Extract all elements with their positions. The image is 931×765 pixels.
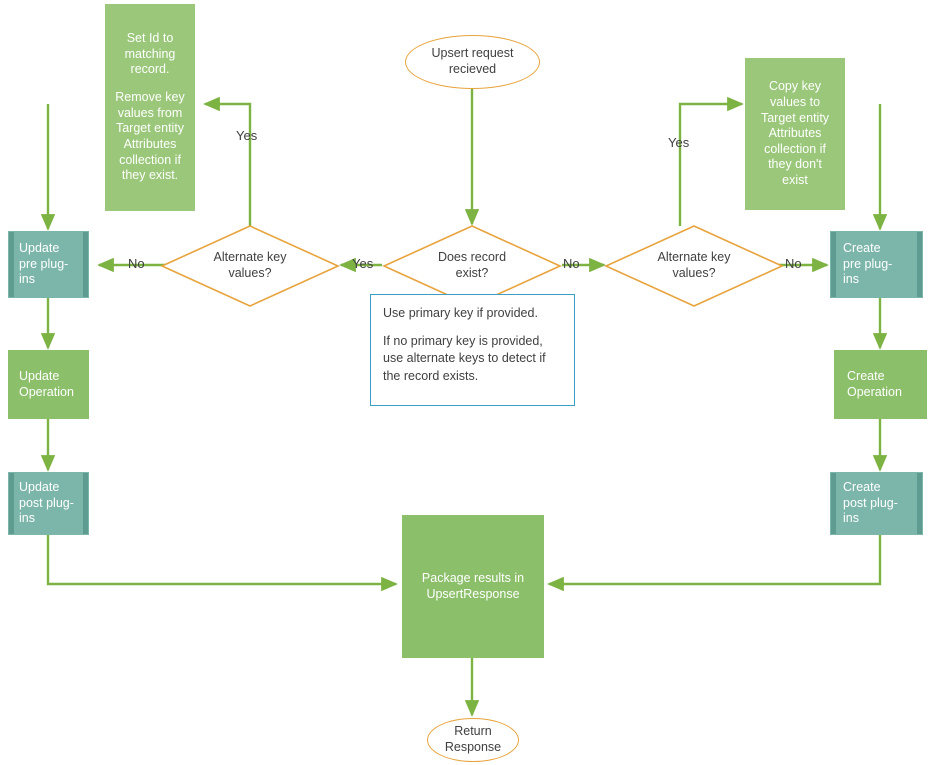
start-line-1: Upsert request <box>431 46 514 61</box>
proc-line-1: Update <box>19 368 60 383</box>
note-copy-key-values <box>745 58 845 210</box>
node-package-results <box>402 515 544 658</box>
edge-label-yes-left: Yes <box>236 128 258 143</box>
plugin-line-1: Create <box>843 480 881 495</box>
note-line-9: they exist. <box>121 168 179 183</box>
note-line-2: matching <box>124 46 176 61</box>
node-update-post-plugins <box>8 472 89 535</box>
copy-note-line-3: Target entity <box>760 110 830 125</box>
edge-label-no-center-right: No <box>563 256 580 271</box>
plugin-line-1: Create <box>843 241 881 256</box>
package-line-2: UpsertResponse <box>426 586 520 601</box>
copy-note-line-7: exist <box>782 173 808 188</box>
node-create-operation <box>834 350 927 419</box>
copy-note-line-4: Attributes <box>768 126 822 141</box>
decision-alternate-key-values-right <box>604 224 784 308</box>
note-line-8: collection if <box>119 152 181 167</box>
plugin-right-bar <box>917 473 922 534</box>
note-line-6: Target entity <box>115 121 185 136</box>
note-line-1: Set Id to <box>126 31 174 46</box>
decision-label <box>417 250 527 281</box>
plugin-left-bar <box>9 232 14 297</box>
plugin-left-bar <box>831 473 836 534</box>
copy-note-line-5: collection if <box>764 141 826 156</box>
edge-label-no-left: No <box>128 256 145 271</box>
callout-line-1: Use primary key if provided. <box>383 306 538 320</box>
plugin-right-bar <box>83 473 88 534</box>
plugin-line-3: ins <box>19 511 35 526</box>
decision-line-1: Does record <box>437 250 507 265</box>
note-line-4: Remove key <box>115 90 185 105</box>
plugin-right-bar <box>917 232 922 297</box>
node-create-post-plugins <box>830 472 923 535</box>
plugin-left-bar <box>831 232 836 297</box>
terminator-upsert-request-received <box>405 35 540 89</box>
decision-line-2: values? <box>228 266 272 280</box>
node-update-operation <box>8 350 89 419</box>
plugin-line-1: Update <box>19 480 60 495</box>
note-line-3: record. <box>130 62 170 77</box>
decision-line-2: values? <box>672 266 716 280</box>
note-set-id-to-matching-record <box>105 4 195 211</box>
callout-primary-key-info <box>370 294 575 406</box>
plugin-line-3: ins <box>843 511 859 526</box>
copy-note-line-1: Copy key <box>768 79 822 94</box>
proc-line-2: Operation <box>19 384 74 399</box>
copy-note-line-2: values to <box>769 94 821 109</box>
terminator-return-response <box>427 718 519 762</box>
note-line-5: values from <box>117 105 183 120</box>
decision-alternate-key-values-left <box>160 224 340 308</box>
plugin-line-2: post plug- <box>19 495 74 510</box>
plugin-line-1: Update <box>19 241 60 256</box>
edge-label-yes-right: Yes <box>668 135 690 150</box>
plugin-right-bar <box>83 232 88 297</box>
plugin-line-3: ins <box>843 272 859 287</box>
plugin-line-2: pre plug- <box>843 256 893 271</box>
plugin-line-2: post plug- <box>843 495 898 510</box>
callout-line-2: If no primary key is provided, use alternate keys to detect if the record exists. <box>383 333 546 383</box>
proc-line-2: Operation <box>847 384 902 399</box>
end-line-2: Response <box>444 740 502 754</box>
plugin-line-2: pre plug- <box>19 256 69 271</box>
proc-line-1: Create <box>847 368 885 383</box>
decision-label <box>195 250 305 281</box>
edge-label-no-right: No <box>785 256 802 271</box>
start-line-2: recieved <box>448 62 497 76</box>
decision-line-2: exist? <box>455 266 489 280</box>
copy-note-line-6: they don't <box>768 157 822 172</box>
decision-line-1: Alternate key <box>657 250 731 265</box>
node-create-pre-plugins <box>830 231 923 298</box>
decision-line-1: Alternate key <box>213 250 287 265</box>
node-update-pre-plugins <box>8 231 89 298</box>
edge-label-yes-center-left: Yes <box>352 256 374 271</box>
end-line-1: Return <box>454 724 492 739</box>
note-line-7: Attributes <box>123 136 177 151</box>
plugin-left-bar <box>9 473 14 534</box>
plugin-line-3: ins <box>19 272 35 287</box>
decision-label <box>639 250 749 281</box>
package-line-1: Package results in <box>421 570 525 585</box>
